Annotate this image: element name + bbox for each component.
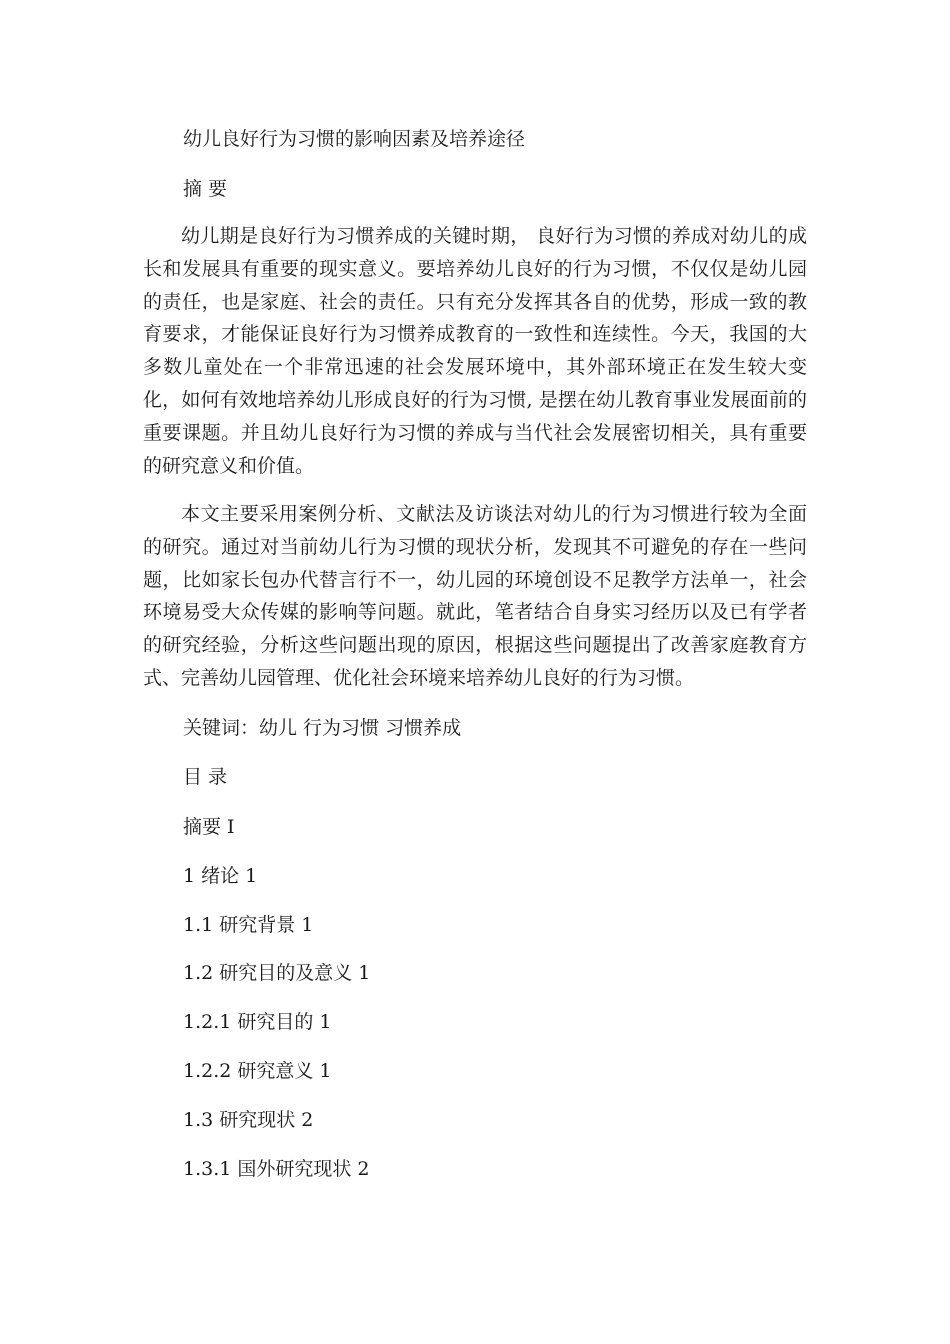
toc-heading: 目 录 <box>183 766 228 788</box>
abstract-heading: 摘 要 <box>183 178 228 200</box>
abstract-paragraph-2: 本文主要采用案例分析、文献法及访谈法对幼儿的行为习惯进行较为全面的研究。通过对当前幼儿行为习惯的现状分析，发现其不可避免的存在一些问题，比如家长包办代替言行不一，幼儿园的环境创设不足教学方法单一，社会环境易受大众传媒的影响等问题。就此，笔者结合自身实习经历以及已有学者的研究经验，分析这些问题出现的原因，根据这些问题提出了改善家庭教育方式、完善幼儿园管理、优化社会环境来培养幼儿良好的行为习惯。 <box>143 503 807 689</box>
toc-entry: 1.2 研究目的及意义 1 <box>183 962 371 984</box>
keywords-line: 关键词：幼儿 行为习惯 习惯养成 <box>183 717 462 739</box>
toc-entry: 1.2.1 研究目的 1 <box>183 1011 332 1033</box>
toc-entry: 1.3 研究现状 2 <box>183 1109 314 1131</box>
toc-entry: 1.1 研究背景 1 <box>183 914 314 936</box>
toc-entry: 1.2.2 研究意义 1 <box>183 1060 332 1082</box>
toc-entry: 摘要 I <box>183 816 235 838</box>
toc-entry: 1 绪论 1 <box>183 865 258 887</box>
document-title: 幼儿良好行为习惯的影响因素及培养途径 <box>183 128 526 150</box>
abstract-paragraph-1: 幼儿期是良好行为习惯养成的关键时期， 良好行为习惯的养成对幼儿的成长和发展具有重要的现实意义。要培养幼儿良好的行为习惯，不仅仅是幼儿园的责任，也是家庭、社会的责任。只有充分发挥其各自的优势，形成一致的教育要求，才能保证良好行为习惯养成教育的一致性和连续性。今天，我国的大多数儿童处在一个非常迅速的社会发展环境中，其外部环境正在发生较大变化，如何有效地培养幼儿形成良好的行为习惯, 是摆在幼儿教育事业发展面前的重要课题。并且幼儿良好行为习惯的养成与当代社会发展密切相关，具有重要的研究意义和价值。 <box>143 225 807 477</box>
toc-entry: 1.3.1 国外研究现状 2 <box>183 1158 370 1180</box>
